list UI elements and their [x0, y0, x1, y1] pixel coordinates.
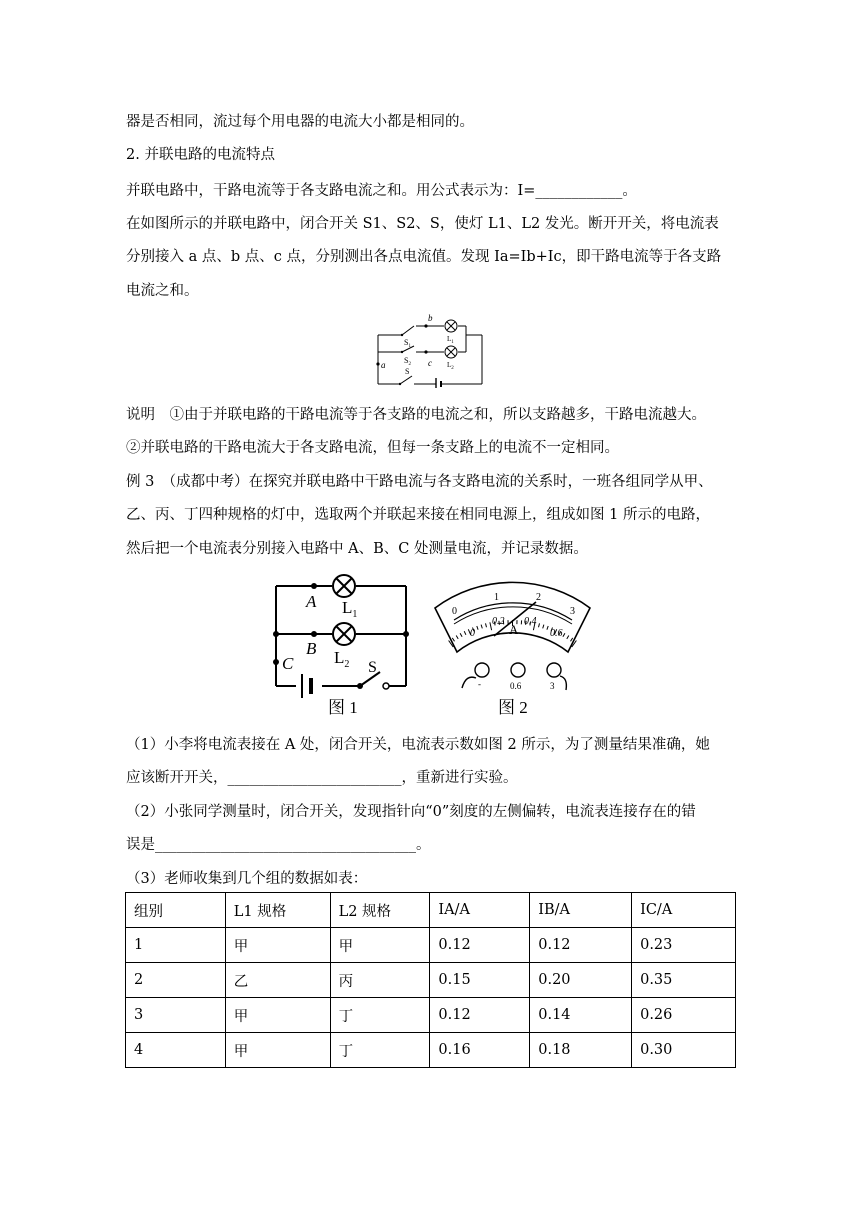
table-cell: 丁 [330, 998, 430, 1033]
lamp-L1-label: $L_1$ [342, 598, 358, 620]
section-heading: 2. 并联电路的电流特点 [126, 147, 275, 163]
table-row [126, 963, 736, 998]
parallel-circuit-diagram [370, 308, 488, 388]
table-cell: 甲 [225, 928, 330, 963]
table-header-cell: L1 规格 [225, 893, 330, 928]
question-line: （3）老师收集到几个组的数据如表： [126, 871, 368, 887]
lamp-l2-label: $L_2$ [447, 361, 454, 371]
scale-tick [452, 638, 454, 641]
table-cell: 0.15 [430, 963, 530, 998]
figure-1-circuit [262, 574, 418, 720]
figure-1-caption: 图 1 [328, 698, 358, 717]
table-cell: 4 [126, 1033, 226, 1068]
table-cell: 0.26 [632, 998, 736, 1033]
table-cell: 0.12 [430, 998, 530, 1033]
scale-tick [481, 625, 482, 629]
bottom-scale-0: 0 [470, 628, 475, 639]
scale-tick [571, 638, 573, 641]
point-c-label: c [428, 358, 432, 368]
scale-tick [460, 633, 462, 637]
scale-tick [486, 623, 487, 627]
scale-tick [477, 626, 478, 630]
example-line: 然后把一个电流表分别接入电路中 A、B、C 处测量电流，并记录数据。 [126, 541, 588, 557]
scale-tick [567, 636, 569, 639]
table-cell: 0.18 [530, 1033, 632, 1068]
question-line: 应该断开开关，________________________，重新进行实验。 [126, 770, 518, 786]
scale-tick [547, 626, 548, 630]
table-cell: 0.12 [430, 928, 530, 963]
table-cell: 0.20 [530, 963, 632, 998]
paragraph-line: 并联电路中，干路电流等于各支路电流之和。用公式表示为：I=____________。 [126, 183, 637, 199]
top-scale-2: 2 [536, 592, 541, 603]
table-cell: 1 [126, 928, 226, 963]
question-line: （1）小李将电流表接在 A 处，闭合开关，电流表示数如图 2 所示，为了测量结果准确，她 [126, 737, 710, 753]
switch-s-label: S [405, 367, 410, 376]
note-line: 说明 ①由于并联电路的干路电流等于各支路的电流之和，所以支路越多，干路电流越大。 [126, 407, 706, 423]
point-b-label: b [428, 313, 433, 323]
terminal-0-6: 0.6 [510, 681, 522, 691]
table-header-cell: IB/A [530, 893, 632, 928]
table-cell: 2 [126, 963, 226, 998]
table-cell: 0.30 [632, 1033, 736, 1068]
table-row [126, 1033, 736, 1068]
table-cell: 丁 [330, 1033, 430, 1068]
point-A-label: A [306, 592, 317, 611]
top-scale-3: 3 [570, 606, 575, 617]
bottom-scale-0-2: 0.2 [492, 616, 505, 627]
paragraph-line: 器是否相同，流过每个用电器的电流大小都是相同的。 [126, 114, 474, 130]
table-cell: 0.23 [632, 928, 736, 963]
point-a-label: a [381, 360, 386, 370]
point-C-label: C [282, 654, 294, 673]
table-cell: 甲 [225, 1033, 330, 1068]
paragraph-line: 电流之和。 [126, 283, 199, 299]
ammeter-unit: A [509, 622, 519, 637]
bottom-scale-0-6: 0.6 [550, 628, 563, 639]
question-line: 误是____________________________________。 [126, 837, 431, 853]
table-header-row [126, 893, 736, 928]
switch-s2-label: $S_2$ [404, 356, 411, 367]
table-cell: 3 [126, 998, 226, 1033]
table-cell: 甲 [225, 998, 330, 1033]
switch-s1-label: $S_1$ [404, 338, 411, 349]
table-row [126, 998, 736, 1033]
table-row [126, 928, 736, 963]
note-line: ②并联电路的干路电流大于各支路电流，但每一条支路上的电流不一定相同。 [126, 440, 619, 456]
table-header-cell: 组别 [126, 893, 226, 928]
scale-tick [456, 636, 458, 639]
paragraph-line: 在如图所示的并联电路中，闭合开关 S1、S2、S，使灯 L1、L2 发光。断开开关，将电流表 [126, 216, 719, 232]
scale-tick [464, 631, 466, 635]
terminal-3: 3 [550, 681, 555, 691]
table-cell: 乙 [225, 963, 330, 998]
table-cell: 0.14 [530, 998, 632, 1033]
top-scale-1: 1 [494, 592, 499, 603]
figure-2-ammeter [432, 574, 598, 720]
scale-tick [543, 625, 544, 629]
table-cell: 丙 [330, 963, 430, 998]
top-scale-0: 0 [452, 606, 457, 617]
paragraph-line: 分别接入 a 点、b 点、c 点，分别测出各点电流值。发现 Ia=Ib+Ic，即干路电流等于各支路 [126, 249, 722, 265]
table-cell: 甲 [330, 928, 430, 963]
point-B-label: B [306, 639, 317, 658]
example-line: 乙、丙、丁四种规格的灯中，选取两个并联起来接在相同电源上，组成如图 1 所示的电路， [126, 507, 710, 523]
table-cell: 0.35 [632, 963, 736, 998]
switch-S-label: S [368, 659, 377, 676]
example-line: 例 3 （成都中考）在探究并联电路中干路电流与各支路电流的关系时，一班各组同学从甲、 [126, 474, 713, 490]
lamp-L2-label: $L_2$ [334, 648, 350, 670]
figure-2-caption: 图 2 [498, 698, 528, 717]
terminal-negative: - [478, 679, 481, 689]
table-cell: 0.16 [430, 1033, 530, 1068]
table-cell: 0.12 [530, 928, 632, 963]
table-header-cell: IA/A [430, 893, 530, 928]
table-header-cell: L2 规格 [330, 893, 430, 928]
scale-tick [563, 633, 565, 637]
question-line: （2）小张同学测量时，闭合开关，发现指针向“0”刻度的左侧偏转，电流表连接存在的错 [126, 804, 696, 820]
scale-tick [539, 623, 540, 627]
table-header-cell: IC/A [632, 893, 736, 928]
bottom-scale-0-4: 0.4 [524, 616, 537, 627]
data-table [125, 892, 736, 1068]
lamp-l1-label: $L_1$ [447, 335, 454, 345]
